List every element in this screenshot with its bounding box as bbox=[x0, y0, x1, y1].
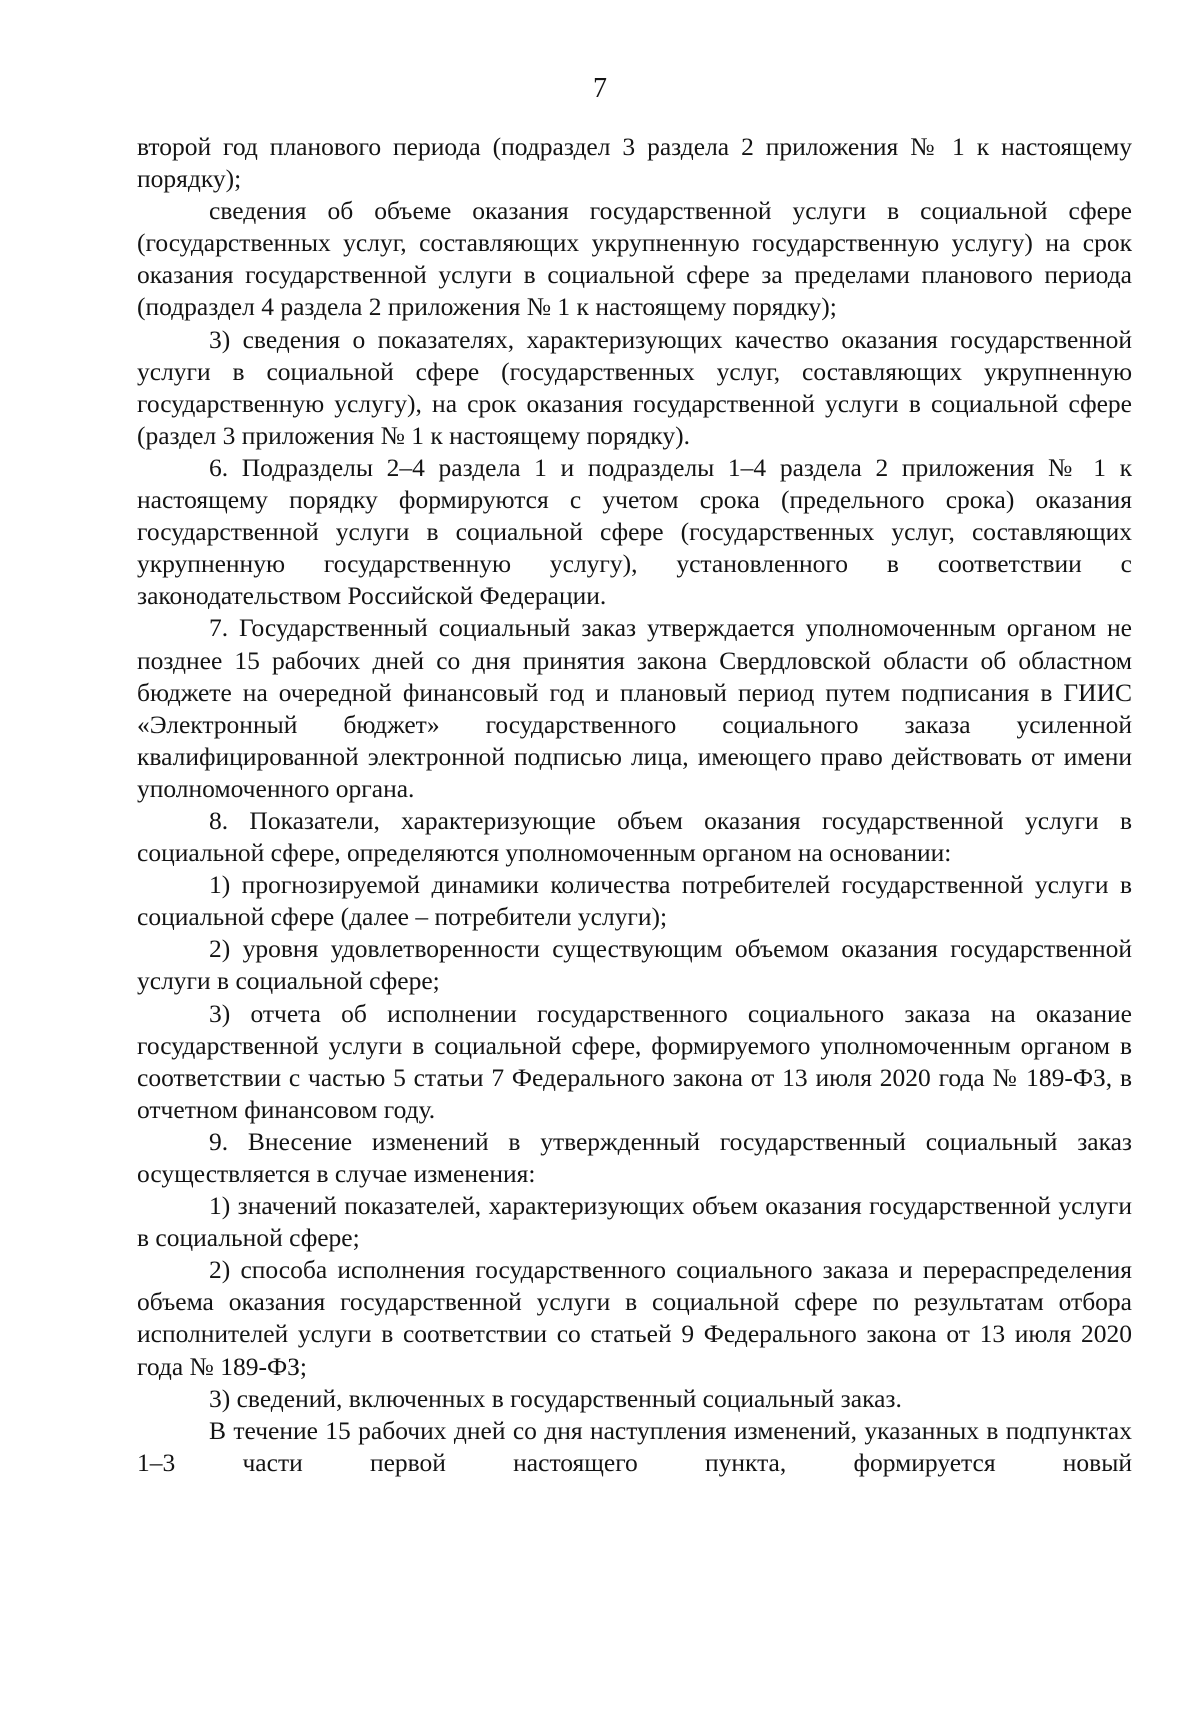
paragraph-item-8: 8. Показатели, характеризующие объем оказания государственной услуги в социальной сфере, определяются уполномоченным органом на основании: bbox=[137, 805, 1132, 868]
paragraph-final-open: В течение 15 рабочих дней со дня наступления изменений, указанных в подпунктах 1–3 части первой настоящего пункта, формируется новый bbox=[137, 1415, 1132, 1477]
paragraph-item-9-1: 1) значений показателей, характеризующих объем оказания государственной услуги в социальной сфере; bbox=[137, 1191, 1132, 1253]
document-body bbox=[137, 131, 1132, 1479]
paragraph-item-9: 9. Внесение изменений в утвержденный государственный социальный заказ осуществляется в случае изменения: bbox=[137, 1126, 1132, 1188]
page-number: 7 bbox=[593, 73, 607, 104]
paragraph-item-7: 7. Государственный социальный заказ утверждается уполномоченным органом не позднее 15 рабочих дней со дня принятия закона Свердловской области об областном бюджете на очередной финансовый год и плановый период путем подписания в ГИИС «Электронный бюджет» государственного социального заказа усиленной квалифицированной электронной подписью лица, имеющего право действовать от имени уполномоченного органа. bbox=[137, 613, 1132, 803]
paragraph-quality-indicators: 3) сведения о показателях, характеризующих качество оказания государственной услуги в социальной сфере (государственных услуг, составляющих укрупненную государственную услугу), на срок оказания государственной услуги в социальной сфере (раздел 3 приложения № 1 к настоящему порядку). bbox=[137, 324, 1132, 450]
paragraph-volume-beyond-plan: сведения об объеме оказания государственной услуги в социальной сфере (государственных услуг, составляющих укрупненную государственную услугу) на срок оказания государственной услуги в социальной сфере за пределами планового периода (подраздел 4 раздела 2 приложения № 1 к настоящему порядку); bbox=[137, 196, 1132, 322]
paragraph-item-6: 6. Подразделы 2–4 раздела 1 и подразделы 1–4 раздела 2 приложения № 1 к настоящему порядку формируются с учетом срока (предельного срока) оказания государственной услуги в социальной сфере (государственных услуг, составляющих укрупненную государственную услугу), установленного в соответствии с законодательством Российской Федерации. bbox=[137, 452, 1132, 611]
paragraph-item-8-2: 2) уровня удовлетворенности существующим объемом оказания государственной услуги в социальной сфере; bbox=[137, 934, 1132, 996]
paragraph-item-8-3: 3) отчета об исполнении государственного социального заказа на оказание государственной услуги в социальной сфере, формируемого уполномоченным органом в соответствии с частью 5 статьи 7 Федерального закона от 13 июля 2020 года № 189-ФЗ, в отчетном финансовом году. bbox=[137, 998, 1132, 1124]
paragraph-item-9-3: 3) сведений, включенных в государственный социальный заказ. bbox=[209, 1383, 902, 1413]
paragraph-continuation: второй год планового периода (подраздел 3 раздела 2 приложения № 1 к настоящему порядку); bbox=[137, 132, 1132, 194]
paragraph-item-9-2: 2) способа исполнения государственного социального заказа и перераспределения объема оказания государственной услуги в социальной сфере по результатам отбора исполнителей услуги в соответствии со статьей 9 Федерального закона от 13 июля 2020 года № 189-ФЗ; bbox=[137, 1255, 1132, 1381]
paragraph-item-8-1: 1) прогнозируемой динамики количества потребителей государственной услуги в социальной сфере (далее – потребители услуги); bbox=[137, 870, 1132, 932]
